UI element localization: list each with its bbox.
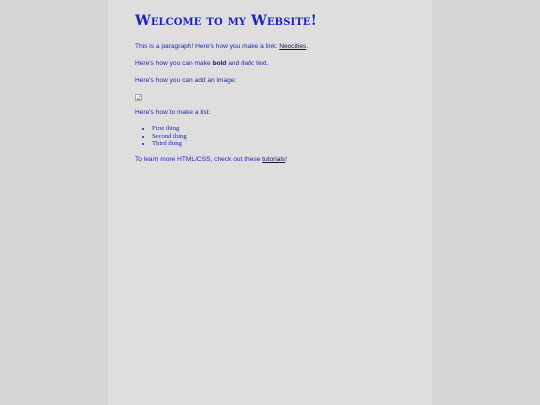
paragraph-end: .: [306, 43, 309, 50]
page-container: [108, 0, 432, 405]
list-item: • First thing: [152, 125, 425, 133]
bold-text: bold: [212, 60, 227, 67]
paragraph-formatting: [135, 59, 425, 68]
paragraph-link: [135, 42, 425, 51]
paragraph-text: text.: [254, 60, 269, 67]
page-content: [135, 12, 425, 172]
paragraph-text: This is a paragraph! Here's how you make a link:: [135, 43, 280, 50]
paragraph-text: and: [226, 60, 242, 67]
paragraph-tutorials: [135, 155, 425, 164]
neocities-link[interactable]: Neocities: [279, 43, 307, 50]
paragraph-image: Here's how you can add an image:: [135, 77, 237, 84]
paragraph-text: To learn more HTML/CSS, check out these: [135, 155, 263, 163]
page-title: Welcome to my Website!: [135, 13, 317, 29]
paragraph-text: Here's how you can make: [135, 60, 213, 67]
paragraph-list: Here's how to make a list:: [135, 109, 211, 116]
list-item: • Second thing: [152, 133, 425, 141]
list-item: • Third thing: [152, 140, 425, 148]
paragraph-end: !: [285, 155, 288, 163]
italic-text: italic: [241, 60, 255, 67]
tutorials-link[interactable]: tutorials: [262, 155, 286, 163]
bullet-list: [135, 125, 425, 148]
broken-image-icon: [135, 94, 142, 101]
